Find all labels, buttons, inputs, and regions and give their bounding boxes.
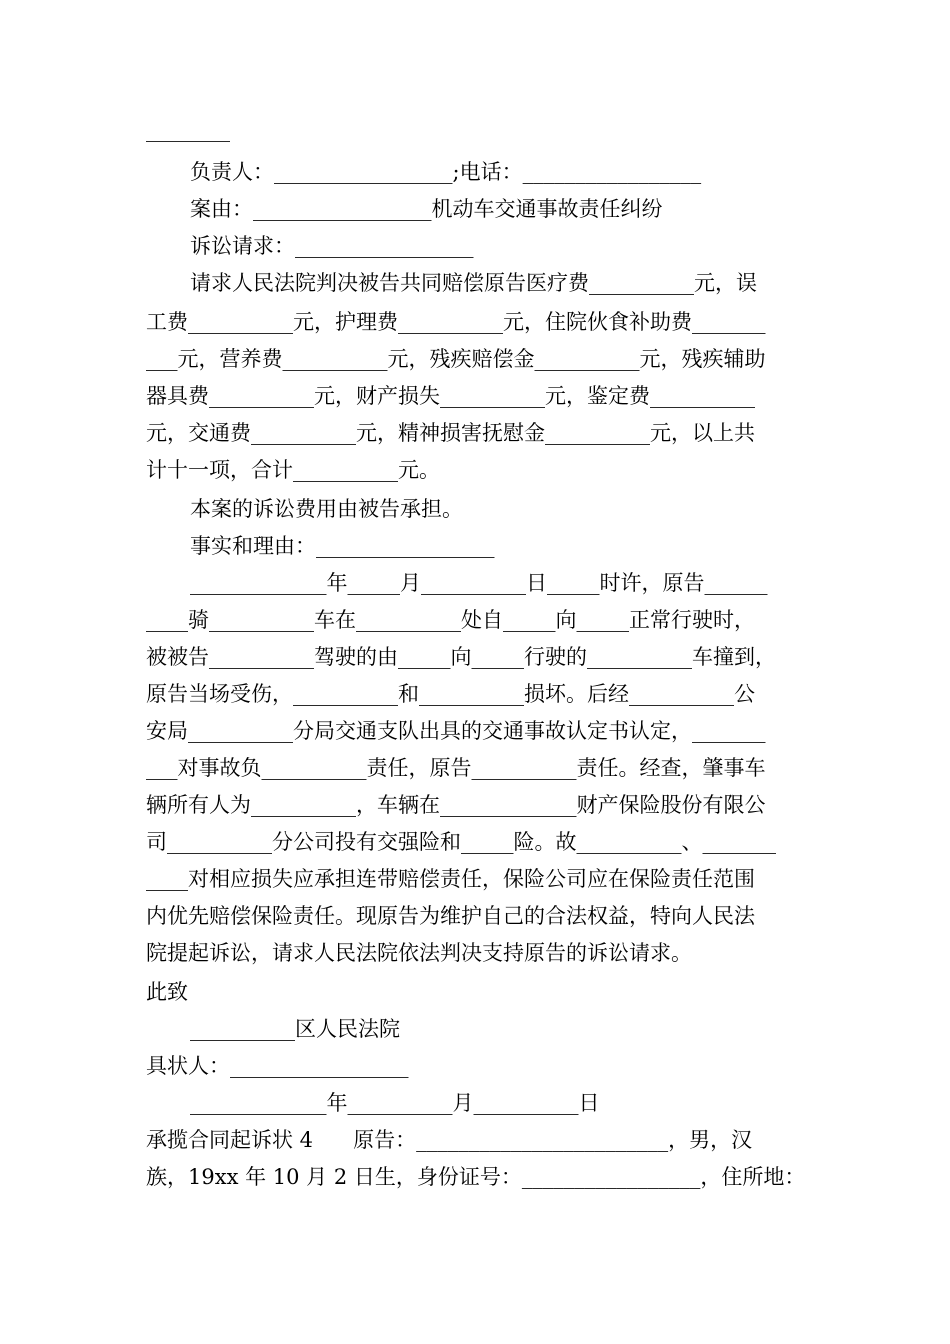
document-line-3: 案由：_________________机动车交通事故责任纠纷: [190, 197, 663, 221]
document-line-8: 器具费__________元，财产损失__________元，鉴定费__________: [146, 384, 755, 408]
document-line-23: 院提起诉讼，请求人民法院依法判决支持原告的诉讼请求。: [146, 941, 692, 965]
document-line-5: 请求人民法院判决被告共同赔偿原告医疗费__________元，误: [190, 271, 757, 295]
document-line-13: _____________年_____月__________日_____时许，原告______: [190, 571, 768, 595]
document-line-17: 安局__________分局交通支队出具的交通事故认定书认定，_______: [146, 719, 766, 743]
document-line-2: 负责人：_________________;电话：_________________: [190, 160, 702, 184]
document-line-15: 被被告__________驾驶的由_____向_____行驶的__________车撞到，: [146, 645, 776, 669]
document-line-11: 本案的诉讼费用由被告承担。: [190, 497, 463, 521]
document-line-4: 诉讼请求：_________________: [190, 234, 474, 258]
document-line-14: ____骑__________车在__________处自_____向_____正常行驶时，: [146, 608, 755, 632]
document-line-24: 此致: [146, 980, 188, 1004]
document-line-28: 承揽合同起诉状 4 原告：________________________，男，汉: [146, 1128, 753, 1152]
document-line-7: ___元，营养费__________元，残疾赔偿金__________元，残疾辅助: [146, 347, 766, 371]
document-line-12: 事实和理由：_________________: [190, 534, 495, 558]
document-line-21: ____对相应损失应承担连带赔偿责任，保险公司应在保险责任范围: [146, 867, 755, 891]
document-line-19: 辆所有人为__________，车辆在_____________财产保险股份有限公: [146, 793, 766, 817]
document-line-27: _____________年__________月__________日: [190, 1091, 600, 1115]
document-line-6: 工费__________元，护理费__________元，住院伙食补助费_______: [146, 310, 766, 334]
document-line-29: 族，19xx 年 10 月 2 日生，身份证号：_________________，住所地：: [146, 1165, 806, 1189]
document-line-20: 司__________分公司投有交强险和_____险。故__________、_______: [146, 830, 776, 854]
document-line-16: 原告当场受伤，__________和__________损坏。后经__________公: [146, 682, 755, 706]
document-line-18: ___对事故负__________责任，原告__________责任。经查，肇事车: [146, 756, 766, 780]
document-line-1: ________: [146, 118, 230, 142]
document-line-10: 计十一项，合计__________元。: [146, 458, 440, 482]
document-line-26: 具状人：_________________: [146, 1054, 409, 1078]
document-line-9: 元，交通费__________元，精神损害抚慰金__________元，以上共: [146, 421, 755, 445]
document-line-25: __________区人民法院: [190, 1017, 400, 1041]
document-line-22: 内优先赔偿保险责任。现原告为维护自己的合法权益，特向人民法: [146, 904, 755, 928]
